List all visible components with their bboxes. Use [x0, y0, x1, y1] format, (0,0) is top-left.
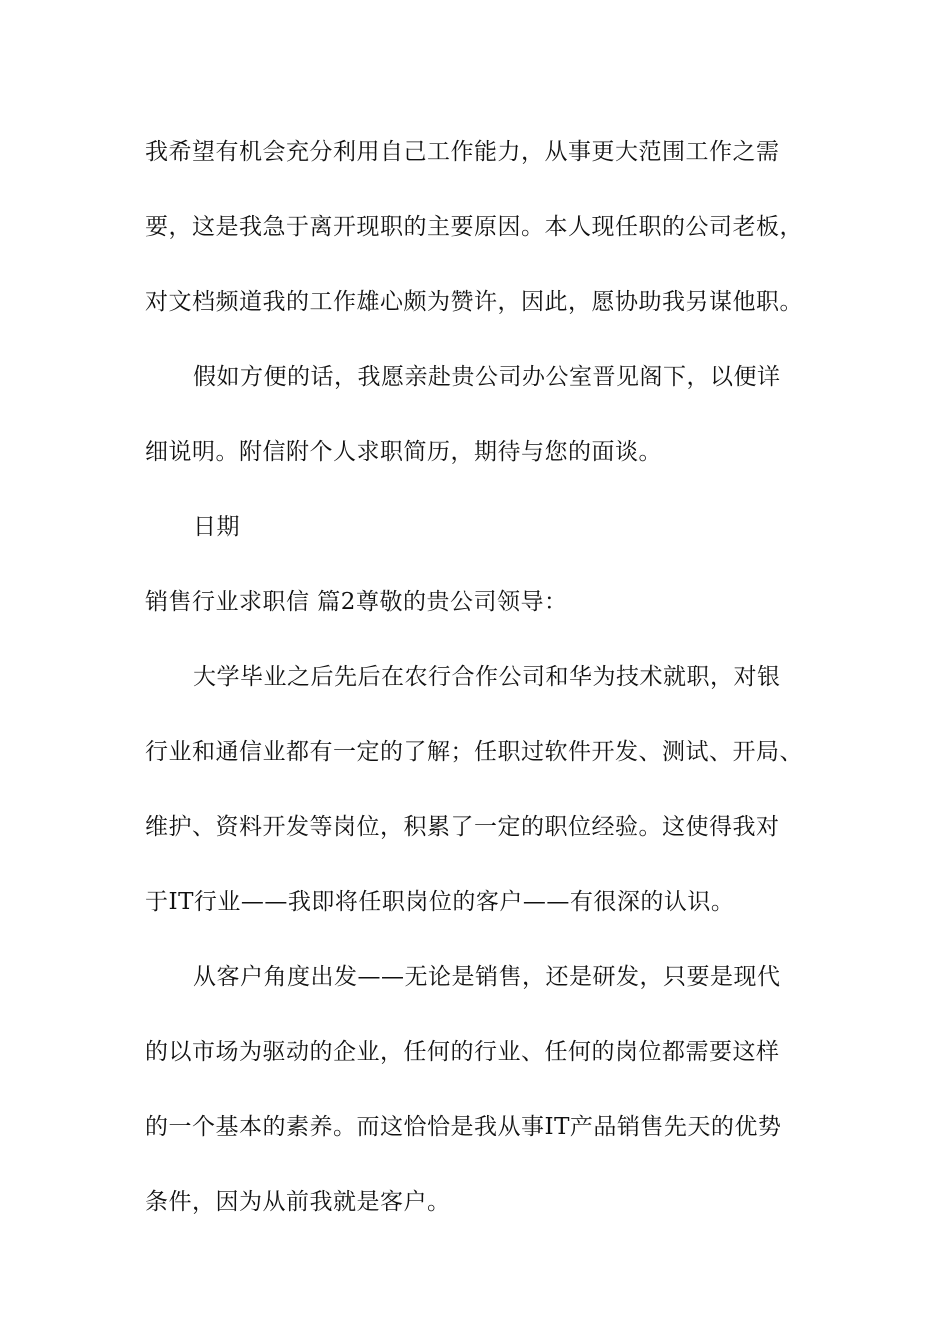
text-line: 对文档频道我的工作雄心颇为赞许，因此，愿协助我另谋他职。 [145, 289, 803, 315]
text-line: 要，这是我急于离开现职的主要原因。本人现任职的公司老板， [145, 214, 803, 240]
text-line: 假如方便的话，我愿亲赴贵公司办公室晋见阁下，以便详 [193, 364, 781, 390]
text-line: 日期 [193, 514, 240, 540]
text-line: 维护、资料开发等岗位，积累了一定的职位经验。这使得我对 [145, 814, 780, 840]
text-line: 我希望有机会充分利用自己工作能力，从事更大范围工作之需 [145, 139, 780, 165]
text-line: 从客户角度出发——无论是销售，还是研发，只要是现代 [193, 964, 781, 990]
text-line: 条件，因为从前我就是客户。 [145, 1189, 451, 1215]
text-line: 的一个基本的素养。而这恰恰是我从事IT产品销售先天的优势 [145, 1114, 782, 1140]
text-line: 的以市场为驱动的企业，任何的行业、任何的岗位都需要这样 [145, 1039, 780, 1065]
text-line: 行业和通信业都有一定的了解；任职过软件开发、测试、开局、 [145, 739, 803, 765]
text-line: 大学毕业之后先后在农行合作公司和华为技术就职，对银 [193, 664, 781, 690]
text-line: 细说明。附信附个人求职简历，期待与您的面谈。 [145, 439, 662, 465]
section-heading: 销售行业求职信 篇2尊敬的贵公司领导： [145, 589, 568, 615]
text-line: 于IT行业——我即将任职岗位的客户——有很深的认识。 [145, 889, 735, 915]
